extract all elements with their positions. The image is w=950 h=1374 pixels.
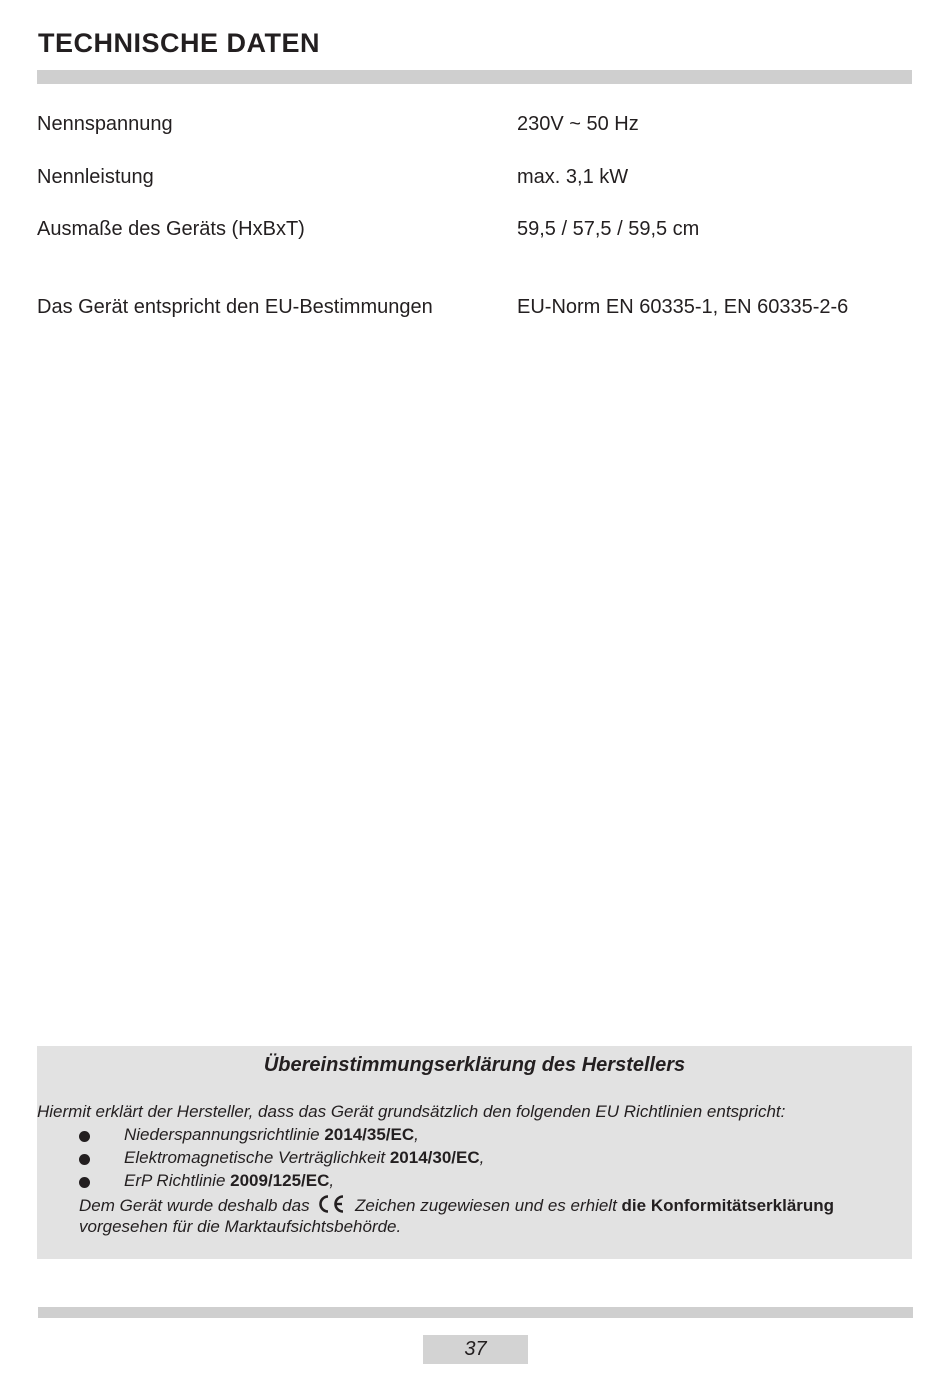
- directive-name: ErP Richtlinie: [124, 1171, 231, 1190]
- bullet-icon: [79, 1177, 90, 1188]
- spec-label: Nennspannung: [37, 113, 173, 135]
- page-title: TECHNISCHE DATEN: [38, 28, 321, 58]
- spec-value: 230V ~ 50 Hz: [517, 113, 639, 135]
- directive-item: [124, 1171, 334, 1191]
- declaration-heading: Übereinstimmungserklärung des Herstellers: [263, 1054, 686, 1076]
- directive-code: 2009/125/EC: [230, 1171, 330, 1190]
- spec-row-dimensions: [0, 218, 950, 248]
- spec-value: EU-Norm EN 60335-1, EN 60335-2-6: [517, 296, 849, 318]
- directive-code: 2014/30/EC: [389, 1148, 480, 1167]
- spec-label: Nennleistung: [37, 166, 154, 188]
- bullet-icon: [79, 1154, 90, 1165]
- directive-name: Elektromagnetische Verträglichkeit: [124, 1148, 390, 1167]
- declaration-box: [37, 1046, 912, 1259]
- declaration-closing-line2: vorgesehen für die Marktaufsichtsbehörde.: [79, 1217, 402, 1236]
- title-divider-bar: [37, 70, 912, 84]
- directive-item: [124, 1125, 419, 1145]
- spec-label: Das Gerät entspricht den EU-Bestimmungen: [37, 296, 433, 318]
- spec-value: max. 3,1 kW: [517, 166, 629, 188]
- declaration-intro: Hiermit erklärt der Hersteller, dass das Gerät grundsätzlich den folgenden EU Richtlinien entspricht:: [37, 1102, 786, 1121]
- closing-text-part1: Dem Gerät wurde deshalb das: [79, 1196, 310, 1215]
- directive-item: [124, 1148, 484, 1168]
- ce-mark-icon: [316, 1194, 346, 1214]
- closing-text-bold: die Konformitätserklärung: [621, 1196, 835, 1215]
- directive-suffix: ,: [414, 1125, 419, 1144]
- directive-suffix: ,: [329, 1171, 335, 1190]
- spec-row-nennleistung: [0, 166, 950, 196]
- page-number: 37: [423, 1335, 528, 1364]
- footer-divider-bar: [38, 1307, 913, 1318]
- directive-name: Niederspannungsrichtlinie: [124, 1125, 325, 1144]
- declaration-closing-line1: [79, 1194, 834, 1216]
- directive-code: 2014/35/EC: [324, 1125, 415, 1144]
- bullet-icon: [79, 1131, 90, 1142]
- directive-suffix: ,: [479, 1148, 485, 1167]
- spec-value: 59,5 / 57,5 / 59,5 cm: [517, 218, 700, 240]
- spec-label: Ausmaße des Geräts (HxBxT): [37, 218, 305, 240]
- closing-text-part2: Zeichen zugewiesen und es erhielt: [355, 1196, 622, 1215]
- spec-row-nennspannung: [0, 113, 950, 143]
- spec-row-eu-compliance: [0, 296, 950, 326]
